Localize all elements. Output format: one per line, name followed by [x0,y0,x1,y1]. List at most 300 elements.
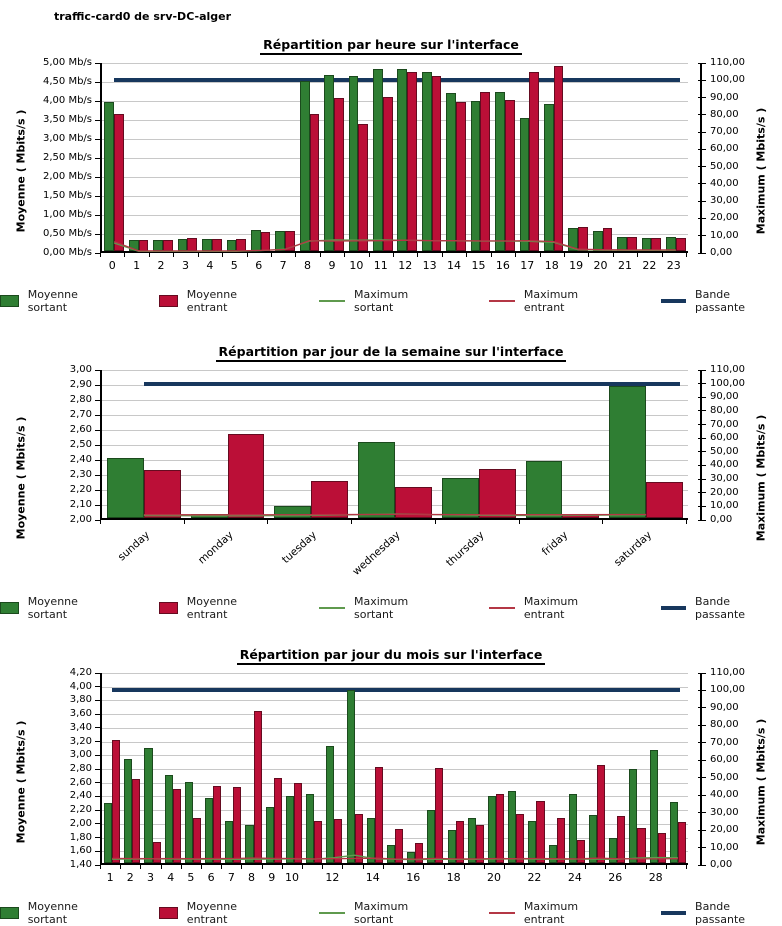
x-axis-tick [198,253,199,257]
x-axis-tick [585,865,586,869]
y-axis-tick-label: 0,00 Mb/s [36,247,100,258]
x-axis-tick [302,865,303,869]
right-axis-labels [700,63,746,253]
y-axis-tick-label: 3,50 Mb/s [36,114,100,125]
x-axis-tick-label: 15 [471,259,485,272]
x-axis-tick [545,865,546,869]
y-axis-tick [698,847,706,848]
left-axis-labels [36,63,100,253]
x-axis-tick [515,253,516,257]
right-axis-labels [700,673,746,865]
bande-passante-line-icon [661,911,687,915]
legend-label: Maximum entrant [524,595,621,621]
x-axis-tick [602,520,603,524]
x-axis-tick [484,865,485,869]
chart-legend [0,288,782,314]
y-axis-tick [698,97,706,98]
y-axis-tick-label: 0,00 [702,859,746,870]
x-axis-tick [686,865,687,869]
y-axis-tick [698,132,706,133]
right-axis-labels [700,370,746,520]
x-axis-tick [173,253,174,257]
maximum-entrant-line-icon [489,300,515,302]
y-axis-tick [698,690,706,691]
x-axis-tick-label: 7 [228,871,235,884]
x-axis-tick-label: 7 [280,259,287,272]
y-axis-tick-label: 3,60 [36,708,100,719]
y-axis-tick-label: 90,00 [702,702,746,713]
x-axis-tick [322,865,323,869]
x-axis-tick [519,520,520,524]
x-axis-tick-label: 2 [158,259,165,272]
x-axis-tick [222,253,223,257]
y-axis-tick [698,673,706,674]
legend-label: Maximum sortant [354,900,449,926]
y-axis-tick-label: 1,80 [36,832,100,843]
chart-legend [0,595,782,621]
chart-title: Répartition par jour du mois sur l'interface [0,647,782,662]
y-axis-tick-label: 70,00 [702,419,746,430]
maximum-sortant-line-icon [319,912,345,914]
y-axis-tick [698,465,706,466]
y-axis-tick-label: 100,00 [702,684,746,695]
maximum-entrant-line [114,240,676,251]
left-axis-labels [36,673,100,865]
y-axis-tick-label: 1,60 [36,845,100,856]
legend-label: Maximum entrant [524,288,621,314]
legend-label: Maximum sortant [354,595,449,621]
y-axis-tick-label: 110,00 [702,667,746,678]
right-axis-title: Maximum ( Mbits/s ) [755,719,768,846]
x-axis-tick [342,865,343,869]
x-axis-tick [637,253,638,257]
x-axis-tick [181,865,182,869]
legend-label: Bande passante [695,900,782,926]
x-axis-tick-label: 16 [406,871,420,884]
y-axis-tick-label: 3,00 [36,364,100,375]
x-axis-tick [241,865,242,869]
y-axis-tick-label: 2,90 [36,379,100,390]
x-axis-tick-label: 14 [366,871,380,884]
x-axis-tick [464,865,465,869]
legend-label: Moyenne entrant [187,595,280,621]
y-axis-tick [698,149,706,150]
y-axis-tick-label: 2,00 Mb/s [36,171,100,182]
x-axis-tick-label: 2 [127,871,134,884]
legend-label: Moyenne sortant [28,900,119,926]
bande-passante-line-icon [661,606,687,610]
y-axis-tick [698,865,706,866]
chart-title: Répartition par jour de la semaine sur l'interface [0,344,782,359]
y-axis-tick-label: 30,00 [702,473,746,484]
left-axis-labels [36,370,100,520]
x-axis-tick [466,253,467,257]
x-axis-tick [444,865,445,869]
left-axis-title: Moyenne ( Mbits/s ) [15,417,28,540]
legend-item-maximum-entrant [489,288,620,314]
x-axis-tick [363,865,364,869]
y-axis-tick [698,795,706,796]
legend-label: Moyenne entrant [187,288,280,314]
x-axis-tick-label: 22 [527,871,541,884]
x-axis-tick [564,253,565,257]
y-axis-tick-label: 40,00 [702,789,746,800]
x-axis-tick-label: 9 [268,871,275,884]
legend-item-maximum-entrant [489,595,620,621]
y-axis-tick-label: 50,00 [702,446,746,457]
legend-label: Moyenne sortant [28,288,119,314]
x-axis-tick-label: 23 [667,259,681,272]
y-axis-tick [698,80,706,81]
maximum-lines-layer [102,673,688,865]
legend-item-moyenne-sortant [0,595,119,621]
x-axis-tick [403,865,404,869]
y-axis-tick-label: 2,10 [36,499,100,510]
x-axis-tick-label: 18 [447,871,461,884]
x-axis-tick [383,865,384,869]
moyenne-sortant-swatch-icon [0,295,19,307]
x-axis-tick-label: 28 [649,871,663,884]
x-axis-tick [666,865,667,869]
y-axis-tick-label: 3,00 Mb/s [36,133,100,144]
y-axis-tick-label: 60,00 [702,143,746,154]
left-axis-title: Moyenne ( Mbits/s ) [15,721,28,844]
y-axis-tick-label: 2,60 [36,424,100,435]
y-axis-tick-label: 100,00 [702,378,746,389]
moyenne-sortant-swatch-icon [0,907,19,919]
x-axis-tick-label: 17 [520,259,534,272]
y-axis-tick [698,253,706,254]
legend-label: Bande passante [695,288,782,314]
y-axis-tick [698,63,706,64]
x-axis-labels [100,520,688,586]
y-axis-tick-label: 100,00 [702,74,746,85]
left-axis-title-col [6,673,36,891]
left-axis-title-col [6,370,36,586]
plot-area [100,370,688,520]
x-axis-tick [320,253,321,257]
y-axis-tick-label: 2,70 [36,409,100,420]
x-axis-tick [423,865,424,869]
y-axis-tick [698,830,706,831]
x-axis-tick-label: 11 [374,259,388,272]
y-axis-tick [698,410,706,411]
x-axis-tick [140,865,141,869]
y-axis-tick [698,451,706,452]
maximum-sortant-line-icon [319,300,345,302]
x-axis-tick [565,865,566,869]
x-axis-tick-label: 9 [328,259,335,272]
y-axis-tick-label: 10,00 [702,230,746,241]
x-axis-tick [201,865,202,869]
y-axis-tick [698,383,706,384]
x-axis-tick [605,865,606,869]
y-axis-tick [698,506,706,507]
y-axis-tick-label: 2,00 [36,514,100,525]
y-axis-tick [698,812,706,813]
y-axis-tick [698,707,706,708]
x-axis-tick-label: 1 [133,259,140,272]
plot-area [100,673,688,865]
y-axis-tick-label: 2,50 [36,439,100,450]
x-axis-labels [100,865,688,891]
x-axis-tick-label: 20 [487,871,501,884]
y-axis-tick-label: 110,00 [702,57,746,68]
y-axis-tick-label: 90,00 [702,391,746,402]
x-axis-tick-label: 10 [285,871,299,884]
y-axis-tick-label: 1,00 Mb/s [36,209,100,220]
x-axis-tick-label: 6 [255,259,262,272]
y-axis-tick-label: 2,40 [36,454,100,465]
x-axis-tick-label: 22 [642,259,656,272]
y-axis-tick [698,438,706,439]
x-axis-tick [369,253,370,257]
y-axis-tick-label: 60,00 [702,432,746,443]
y-axis-tick-label: 4,00 [36,681,100,692]
legend-label: Moyenne sortant [28,595,119,621]
y-axis-tick [698,114,706,115]
x-axis-tick [100,520,101,524]
y-axis-tick-label: 30,00 [702,807,746,818]
x-axis-tick-label: 12 [398,259,412,272]
x-axis-tick [625,865,626,869]
y-axis-tick-label: 2,80 [36,763,100,774]
maximum-entrant-line-icon [489,607,515,609]
x-axis-tick [442,253,443,257]
x-axis-tick [393,253,394,257]
y-axis-tick [698,370,706,371]
x-axis-tick [262,865,263,869]
y-axis-tick-label: 3,20 [36,736,100,747]
y-axis-tick-label: 40,00 [702,178,746,189]
x-axis-tick-label: sunday [116,529,152,563]
x-axis-tick [149,253,150,257]
legend-item-moyenne-entrant [159,900,279,926]
weekly-chart-section [0,344,782,621]
x-axis-tick-label: 3 [147,871,154,884]
x-axis-tick-label: 24 [568,871,582,884]
y-axis-tick-label: 1,40 [36,859,100,870]
y-axis-tick-label: 10,00 [702,500,746,511]
legend-item-moyenne-entrant [159,595,279,621]
x-axis-tick [184,520,185,524]
y-axis-tick-label: 40,00 [702,459,746,470]
legend-item-bande-passante [661,900,782,926]
x-axis-tick [417,253,418,257]
y-axis-tick-label: 2,60 [36,777,100,788]
legend-label: Maximum sortant [354,288,449,314]
y-axis-tick-label: 50,00 [702,161,746,172]
x-axis-tick-label: 10 [349,259,363,272]
right-axis-title: Maximum ( Mbits/s ) [755,108,768,235]
maximum-lines-layer [102,370,688,520]
maximum-entrant-line [112,858,678,859]
x-axis-tick [351,520,352,524]
y-axis-tick-label: 80,00 [702,719,746,730]
x-axis-tick [267,520,268,524]
x-axis-tick-label: 18 [545,259,559,272]
maximum-entrant-line-icon [489,912,515,914]
x-axis-tick [344,253,345,257]
x-axis-tick-label: 26 [608,871,622,884]
x-axis-tick [686,520,687,524]
x-axis-tick-label: 8 [248,871,255,884]
y-axis-tick-label: 2,50 Mb/s [36,152,100,163]
moyenne-entrant-swatch-icon [159,602,178,614]
legend-item-moyenne-entrant [159,288,279,314]
y-axis-tick [698,725,706,726]
hourly-chart-section [0,37,782,314]
x-axis-tick [161,865,162,869]
x-axis-tick [588,253,589,257]
x-axis-tick-label: 19 [569,259,583,272]
y-axis-tick-label: 90,00 [702,92,746,103]
legend-label: Moyenne entrant [187,900,280,926]
x-axis-tick [540,253,541,257]
y-axis-tick-label: 10,00 [702,842,746,853]
moyenne-sortant-swatch-icon [0,602,19,614]
x-axis-tick [247,253,248,257]
y-axis-tick-label: 5,00 Mb/s [36,57,100,68]
y-axis-tick-label: 30,00 [702,195,746,206]
y-axis-tick-label: 1,50 Mb/s [36,190,100,201]
x-axis-tick [613,253,614,257]
chart-legend [0,900,782,926]
y-axis-tick-label: 2,30 [36,469,100,480]
y-axis-tick-label: 4,50 Mb/s [36,76,100,87]
right-axis-title: Maximum ( Mbits/s ) [755,415,768,542]
x-axis-tick-label: 13 [423,259,437,272]
y-axis-tick [698,520,706,521]
y-axis-tick [698,218,706,219]
legend-item-bande-passante [661,595,782,621]
x-axis-tick-label: 4 [167,871,174,884]
x-axis-tick-label: saturday [612,529,654,569]
right-axis-title-col [746,370,776,586]
maximum-sortant-line-icon [319,607,345,609]
x-axis-tick [646,865,647,869]
y-axis-tick [698,235,706,236]
x-axis-tick [435,520,436,524]
bande-passante-line-icon [661,299,687,303]
page-title: traffic-card0 de srv-DC-alger [0,0,782,23]
y-axis-tick [698,492,706,493]
x-axis-tick [282,865,283,869]
y-axis-tick-label: 0,50 Mb/s [36,228,100,239]
y-axis-tick-label: 3,00 [36,749,100,760]
y-axis-tick-label: 80,00 [702,405,746,416]
y-axis-tick [698,397,706,398]
x-axis-tick-label: 16 [496,259,510,272]
y-axis-tick-label: 20,00 [702,824,746,835]
left-axis-title: Moyenne ( Mbits/s ) [15,110,28,233]
legend-item-moyenne-sortant [0,288,119,314]
plot-area [100,63,688,253]
x-axis-tick [100,253,101,257]
y-axis-tick-label: 2,40 [36,790,100,801]
y-axis-tick [698,479,706,480]
y-axis-tick-label: 2,80 [36,394,100,405]
legend-item-maximum-sortant [319,900,449,926]
y-axis-tick-label: 80,00 [702,109,746,120]
x-axis-tick-label: 20 [594,259,608,272]
y-axis-tick-label: 3,40 [36,722,100,733]
right-axis-title-col [746,63,776,279]
y-axis-tick [698,183,706,184]
x-axis-tick [662,253,663,257]
y-axis-tick [698,166,706,167]
y-axis-tick [698,777,706,778]
y-axis-tick-label: 20,00 [702,487,746,498]
x-axis-tick [504,865,505,869]
y-axis-tick-label: 2,20 [36,484,100,495]
x-axis-tick-label: friday [540,529,571,558]
legend-item-bande-passante [661,288,782,314]
y-axis-tick-label: 0,00 [702,247,746,258]
x-axis-tick-label: thursday [444,529,487,569]
x-axis-tick [221,865,222,869]
y-axis-tick-label: 0,00 [702,514,746,525]
y-axis-tick-label: 70,00 [702,126,746,137]
y-axis-tick-label: 110,00 [702,364,746,375]
x-axis-tick [686,253,687,257]
legend-item-moyenne-sortant [0,900,119,926]
x-axis-tick [295,253,296,257]
x-axis-tick-label: 0 [109,259,116,272]
moyenne-entrant-swatch-icon [159,295,178,307]
y-axis-tick-label: 2,00 [36,818,100,829]
x-axis-tick-label: wednesday [351,529,403,578]
y-axis-tick-label: 2,20 [36,804,100,815]
x-axis-tick-label: 5 [231,259,238,272]
monthly-chart-section [0,647,782,926]
x-axis-tick-label: 12 [325,871,339,884]
x-axis-labels [100,253,688,279]
x-axis-tick-label: 14 [447,259,461,272]
x-axis-tick [100,865,101,869]
legend-label: Maximum entrant [524,900,621,926]
x-axis-tick [271,253,272,257]
x-axis-tick-label: tuesday [280,529,319,566]
y-axis-tick-label: 70,00 [702,737,746,748]
legend-item-maximum-sortant [319,288,449,314]
x-axis-tick-label: 3 [182,259,189,272]
y-axis-tick [698,201,706,202]
y-axis-tick [698,760,706,761]
y-axis-tick-label: 3,80 [36,694,100,705]
y-axis-tick-label: 60,00 [702,754,746,765]
moyenne-entrant-swatch-icon [159,907,178,919]
x-axis-tick-label: 5 [187,871,194,884]
x-axis-tick-label: 6 [208,871,215,884]
maximum-lines-layer [102,63,688,253]
chart-title: Répartition par heure sur l'interface [0,37,782,52]
legend-item-maximum-sortant [319,595,449,621]
y-axis-tick-label: 20,00 [702,212,746,223]
y-axis-tick [698,424,706,425]
x-axis-tick-label: monday [196,529,236,566]
x-axis-tick [124,253,125,257]
x-axis-tick-label: 4 [206,259,213,272]
x-axis-tick [524,865,525,869]
right-axis-title-col [746,673,776,891]
legend-label: Bande passante [695,595,782,621]
left-axis-title-col [6,63,36,279]
x-axis-tick [120,865,121,869]
x-axis-tick-label: 21 [618,259,632,272]
y-axis-tick-label: 4,00 Mb/s [36,95,100,106]
y-axis-tick-label: 50,00 [702,772,746,783]
